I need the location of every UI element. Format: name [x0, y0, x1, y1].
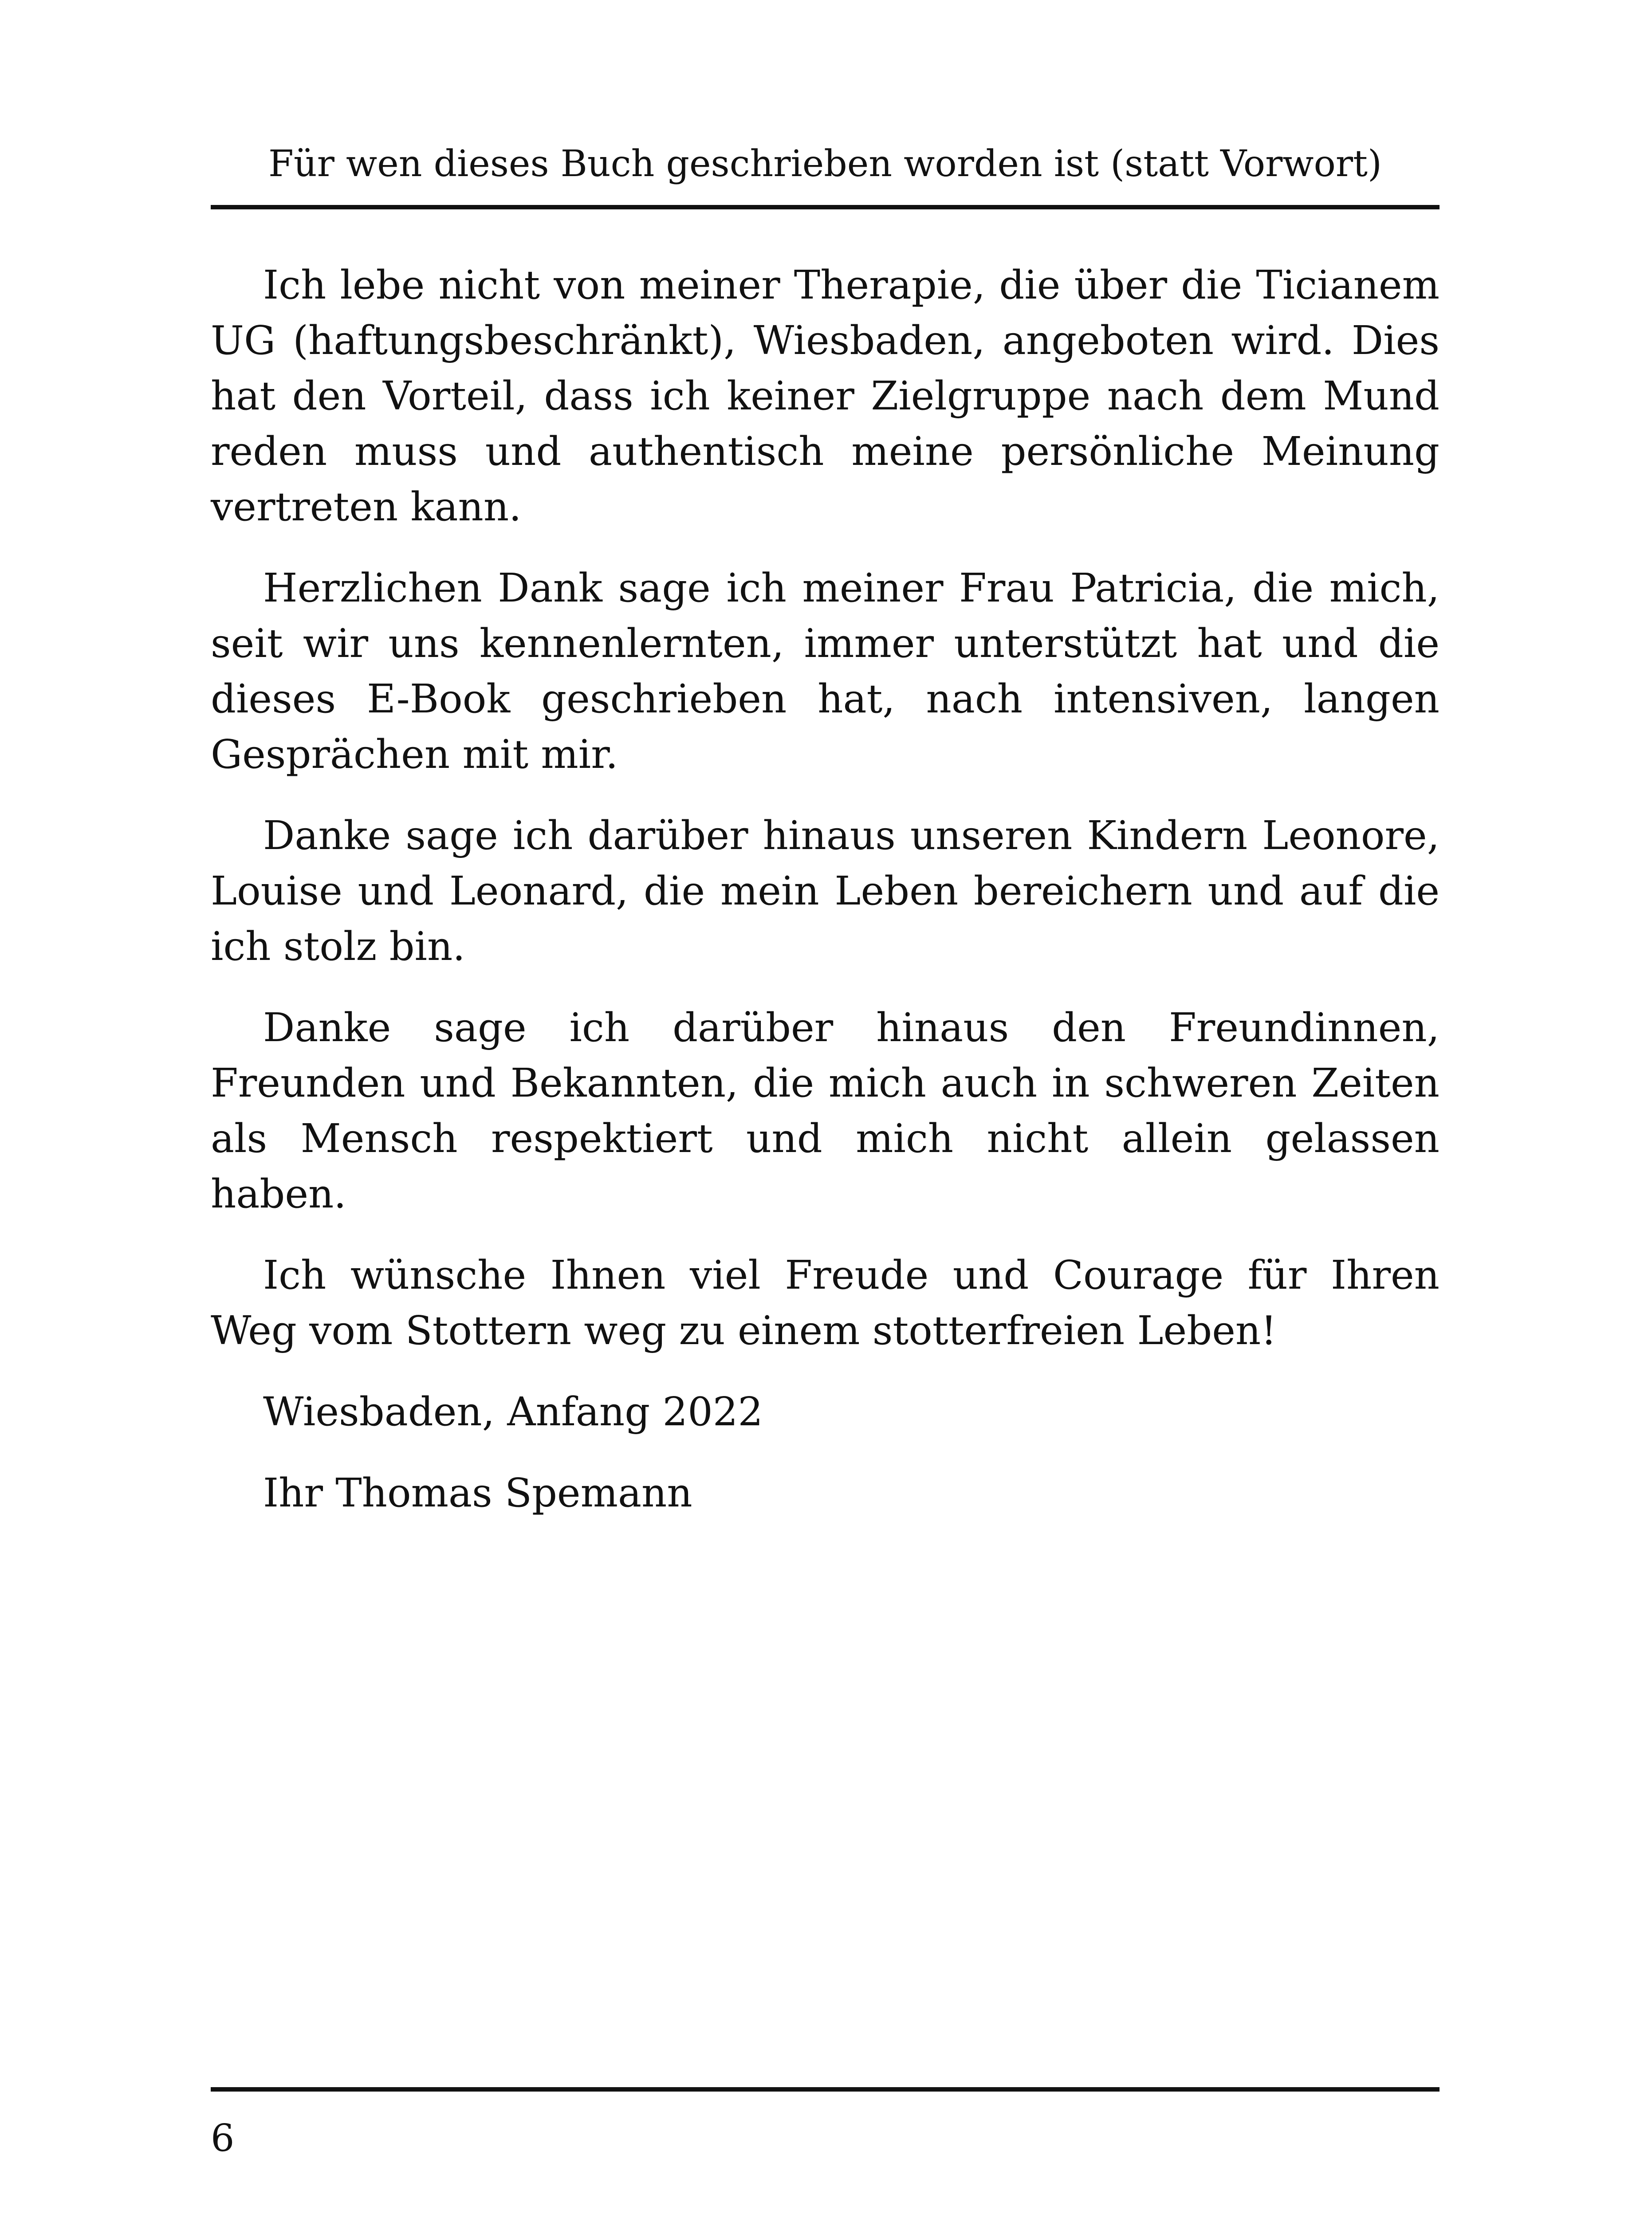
paragraph-wishes: Ich wünsche Ihnen viel Freude und Courage für Ihren Weg vom Stottern weg zu einem stotterfreien Leben! [211, 1252, 1440, 1353]
page-number: 6 [211, 2116, 235, 2160]
header-rule [211, 205, 1440, 209]
paragraph-therapy: Ich lebe nicht von meiner Therapie, die über die Ticianem UG (haftungsbeschränkt), Wiesbaden, angeboten wird. Dies hat den Vorteil, dass ich keiner Zielgruppe nach dem Mund reden muss und authentisch meine persönliche Meinung vertreten kann. [211, 262, 1440, 530]
footer-rule [211, 2087, 1440, 2092]
signature: Ihr Thomas Spemann [263, 1470, 692, 1516]
running-header: Für wen dieses Buch geschrieben worden ist (statt Vorwort) [268, 143, 1382, 185]
place-date: Wiesbaden, Anfang 2022 [263, 1388, 763, 1435]
paragraph-thanks-wife: Herzlichen Dank sage ich meiner Frau Patricia, die mich, seit wir uns kennenlernten, immer unterstützt hat und die dieses E-Book geschrieben hat, nach intensiven, langen Gesprächen mit mir. [211, 565, 1440, 777]
paragraph-thanks-children: Danke sage ich darüber hinaus unseren Kindern Leonore, Louise und Leonard, die mein Leben bereichern und auf die ich stolz bin. [211, 812, 1440, 969]
paragraph-thanks-friends: Danke sage ich darüber hinaus den Freundinnen, Freunden und Bekannten, die mich auch in schweren Zeiten als Mensch respektiert und mich nicht allein gelassen haben. [211, 1004, 1440, 1217]
body-text [211, 257, 1440, 1546]
